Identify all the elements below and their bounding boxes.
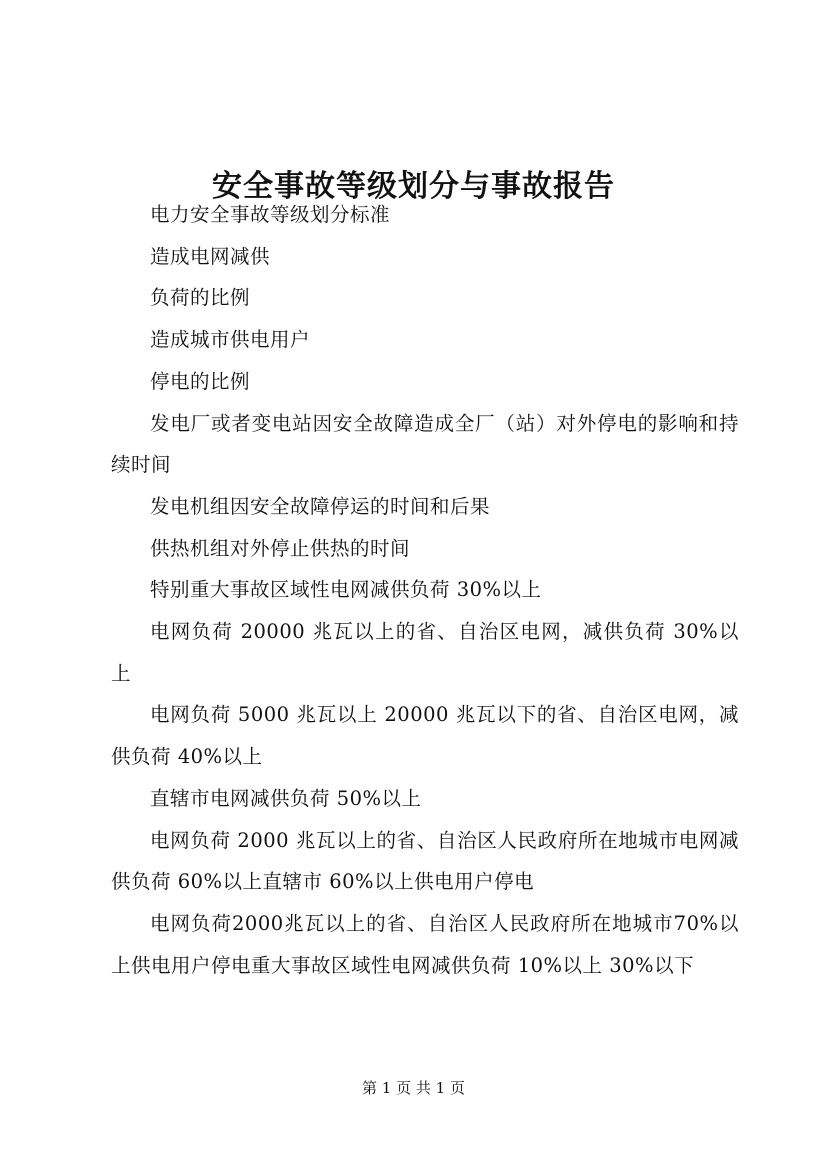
page-total: 共 1 页 (415, 1079, 465, 1097)
paragraph: 电网负荷 20000 兆瓦以上的省、自治区电网，减供负荷 30%以上 (111, 620, 739, 685)
paragraph: 供热机组对外停止供热的时间 (150, 536, 411, 560)
document-title: 安全事故等级划分与事故报告 (212, 169, 615, 205)
paragraph: 电网负荷 2000 兆瓦以上的省、自治区人民政府所在地城市电网减供负荷 60%以上直辖市 60%以上供电用户停电 (111, 828, 739, 894)
document-body (111, 194, 739, 986)
paragraph: 发电机组因安全故障停运的时间和后果 (150, 494, 491, 518)
paragraph: 直辖市电网减供负荷 50%以上 (150, 786, 422, 810)
paragraph: 造成城市供电用户 (150, 328, 311, 352)
page-number: 第 1 页 (362, 1079, 412, 1097)
paragraph: 造成电网减供 (150, 244, 271, 268)
paragraph: 电网负荷2000兆瓦以上的省、自治区人民政府所在地城市70%以上供电用户停电重大事故区域性电网减供负荷 10%以上 30%以下 (111, 911, 739, 977)
paragraph: 发电厂或者变电站因安全故障造成全厂（站）对外停电的影响和持续时间 (111, 411, 739, 477)
paragraph: 电力安全事故等级划分标准 (150, 203, 391, 226)
paragraph: 特别重大事故区域性电网减供负荷 30%以上 (150, 578, 542, 602)
page-footer (0, 1078, 827, 1098)
paragraph: 停电的比例 (150, 369, 251, 393)
paragraph: 电网负荷 5000 兆瓦以上 20000 兆瓦以下的省、自治区电网，减供负荷 40%以上 (111, 703, 739, 769)
paragraph: 负荷的比例 (150, 286, 251, 310)
